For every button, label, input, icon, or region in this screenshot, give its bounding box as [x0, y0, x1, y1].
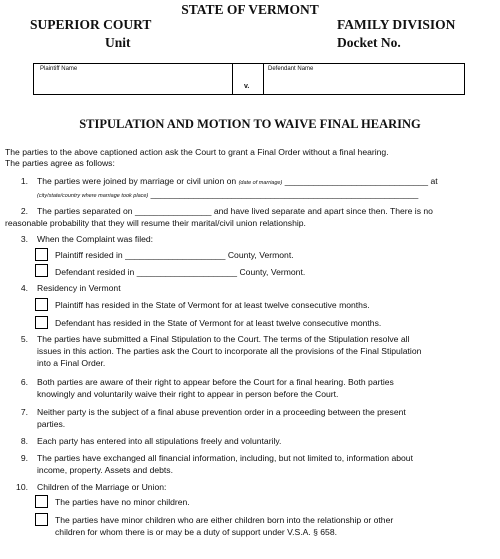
no-minor-children-checkbox[interactable]: [35, 495, 48, 508]
item-1-text-at: at: [430, 176, 438, 186]
item-6-line: knowingly and voluntarily waive their right to appear in person before the Court.: [37, 389, 339, 399]
item-number: 7.: [20, 407, 28, 417]
intro-line: The parties agree as follows:: [5, 158, 115, 168]
docket-label: Docket No.: [337, 35, 401, 50]
item-number: 3.: [20, 234, 28, 244]
separation-date-blank[interactable]: ________________: [134, 206, 212, 216]
unit-label: Unit: [105, 35, 131, 50]
item-number: 1.: [20, 176, 28, 186]
item-2-line-2: reasonable probability that they will resume their marital/civil union relationship.: [5, 218, 306, 228]
defendant-residency-label: Defendant has resided in the State of Vermont for at least twelve consecutive months.: [55, 318, 382, 328]
plaintiff-residency-label: Plaintiff has resided in the State of Vermont for at least twelve consecutive months.: [55, 300, 370, 310]
item-2-text-cont: and have lived separate and apart since then. There is no: [213, 206, 433, 216]
plaintiff-county-blank[interactable]: _____________________: [125, 250, 226, 260]
item-7-line: parties.: [37, 419, 66, 429]
defendant-county-suffix: County, Vermont.: [239, 267, 306, 277]
plaintiff-county-suffix: County, Vermont.: [227, 250, 294, 260]
plaintiff-name-field[interactable]: Plaintiff Name: [40, 66, 78, 72]
item-number: 4.: [20, 283, 28, 293]
item-number: 8.: [20, 436, 28, 446]
item-9-line: The parties have exchanged all financial information, including, but not limited to, information about: [37, 453, 413, 463]
date-of-marriage-note: (date of marriage): [238, 180, 283, 186]
plaintiff-residency-checkbox[interactable]: [35, 298, 48, 311]
minor-children-line: The parties have minor children who are either children born into the relationship or other: [55, 515, 394, 525]
item-6-line: Both parties are aware of their right to appear before the Court for a final hearing. Both parties: [37, 377, 394, 387]
item-3-text: When the Complaint was filed:: [37, 234, 154, 244]
item-number: 2.: [20, 206, 28, 216]
marriage-place-blank[interactable]: ________________________________________________________: [150, 189, 419, 199]
item-4-text: Residency in Vermont: [37, 283, 121, 293]
plaintiff-resided-line: [55, 250, 294, 261]
plaintiff-resided-checkbox[interactable]: [35, 248, 48, 261]
intro-line: The parties to the above captioned action ask the Court to grant a Final Order without a final hearing.: [5, 147, 389, 157]
document-title: STIPULATION AND MOTION TO WAIVE FINAL HEARING: [79, 117, 421, 131]
no-minor-children-label: The parties have no minor children.: [55, 497, 190, 507]
item-10-text: Children of the Marriage or Union:: [37, 482, 167, 492]
plaintiff-resided-label: Plaintiff resided in: [55, 250, 123, 260]
defendant-residency-checkbox[interactable]: [35, 316, 48, 329]
parties-box: [33, 63, 465, 95]
defendant-name-field[interactable]: Defendant Name: [268, 66, 314, 72]
item-5-line: into a Final Order.: [37, 358, 106, 368]
court-heading: SUPERIOR COURT: [30, 17, 152, 32]
item-1-place-line: [37, 189, 418, 202]
state-heading: STATE OF VERMONT: [181, 2, 319, 17]
item-number: 9.: [20, 453, 28, 463]
marriage-date-blank[interactable]: ______________________________: [284, 176, 429, 186]
item-8-text: Each party has entered into all stipulations freely and voluntarily.: [37, 436, 282, 446]
minor-children-line: children for whom there is or may be a duty of support under V.S.A. § 658.: [55, 527, 337, 537]
defendant-resided-checkbox[interactable]: [35, 264, 48, 277]
item-2-text: The parties separated on: [37, 206, 133, 216]
division-heading: FAMILY DIVISION: [337, 17, 456, 32]
item-number: 5.: [20, 334, 28, 344]
defendant-county-blank[interactable]: _____________________: [136, 267, 238, 277]
item-7-line: Neither party is the subject of a final abuse prevention order in a proceeding between the present: [37, 407, 406, 417]
defendant-resided-line: [55, 267, 305, 278]
item-number: 10.: [16, 482, 28, 492]
versus-label: v.: [244, 83, 250, 90]
defendant-resided-label: Defendant resided in: [55, 267, 135, 277]
item-9-line: income, property. Assets and debts.: [37, 465, 173, 475]
item-2-line: [37, 206, 433, 217]
item-1-text: The parties were joined by marriage or civil union on: [37, 176, 237, 186]
item-5-line: issues in this action. The parties ask the Court to incorporate all the provisions of the Final Stipulation: [37, 346, 422, 356]
item-number: 6.: [20, 377, 28, 387]
item-1-line: [37, 176, 438, 189]
marriage-place-note: (city/state/country where marriage took place): [37, 193, 149, 199]
minor-children-checkbox[interactable]: [35, 513, 48, 526]
item-5-line: The parties have submitted a Final Stipulation to the Court. The terms of the Stipulation resolve all: [37, 334, 410, 344]
